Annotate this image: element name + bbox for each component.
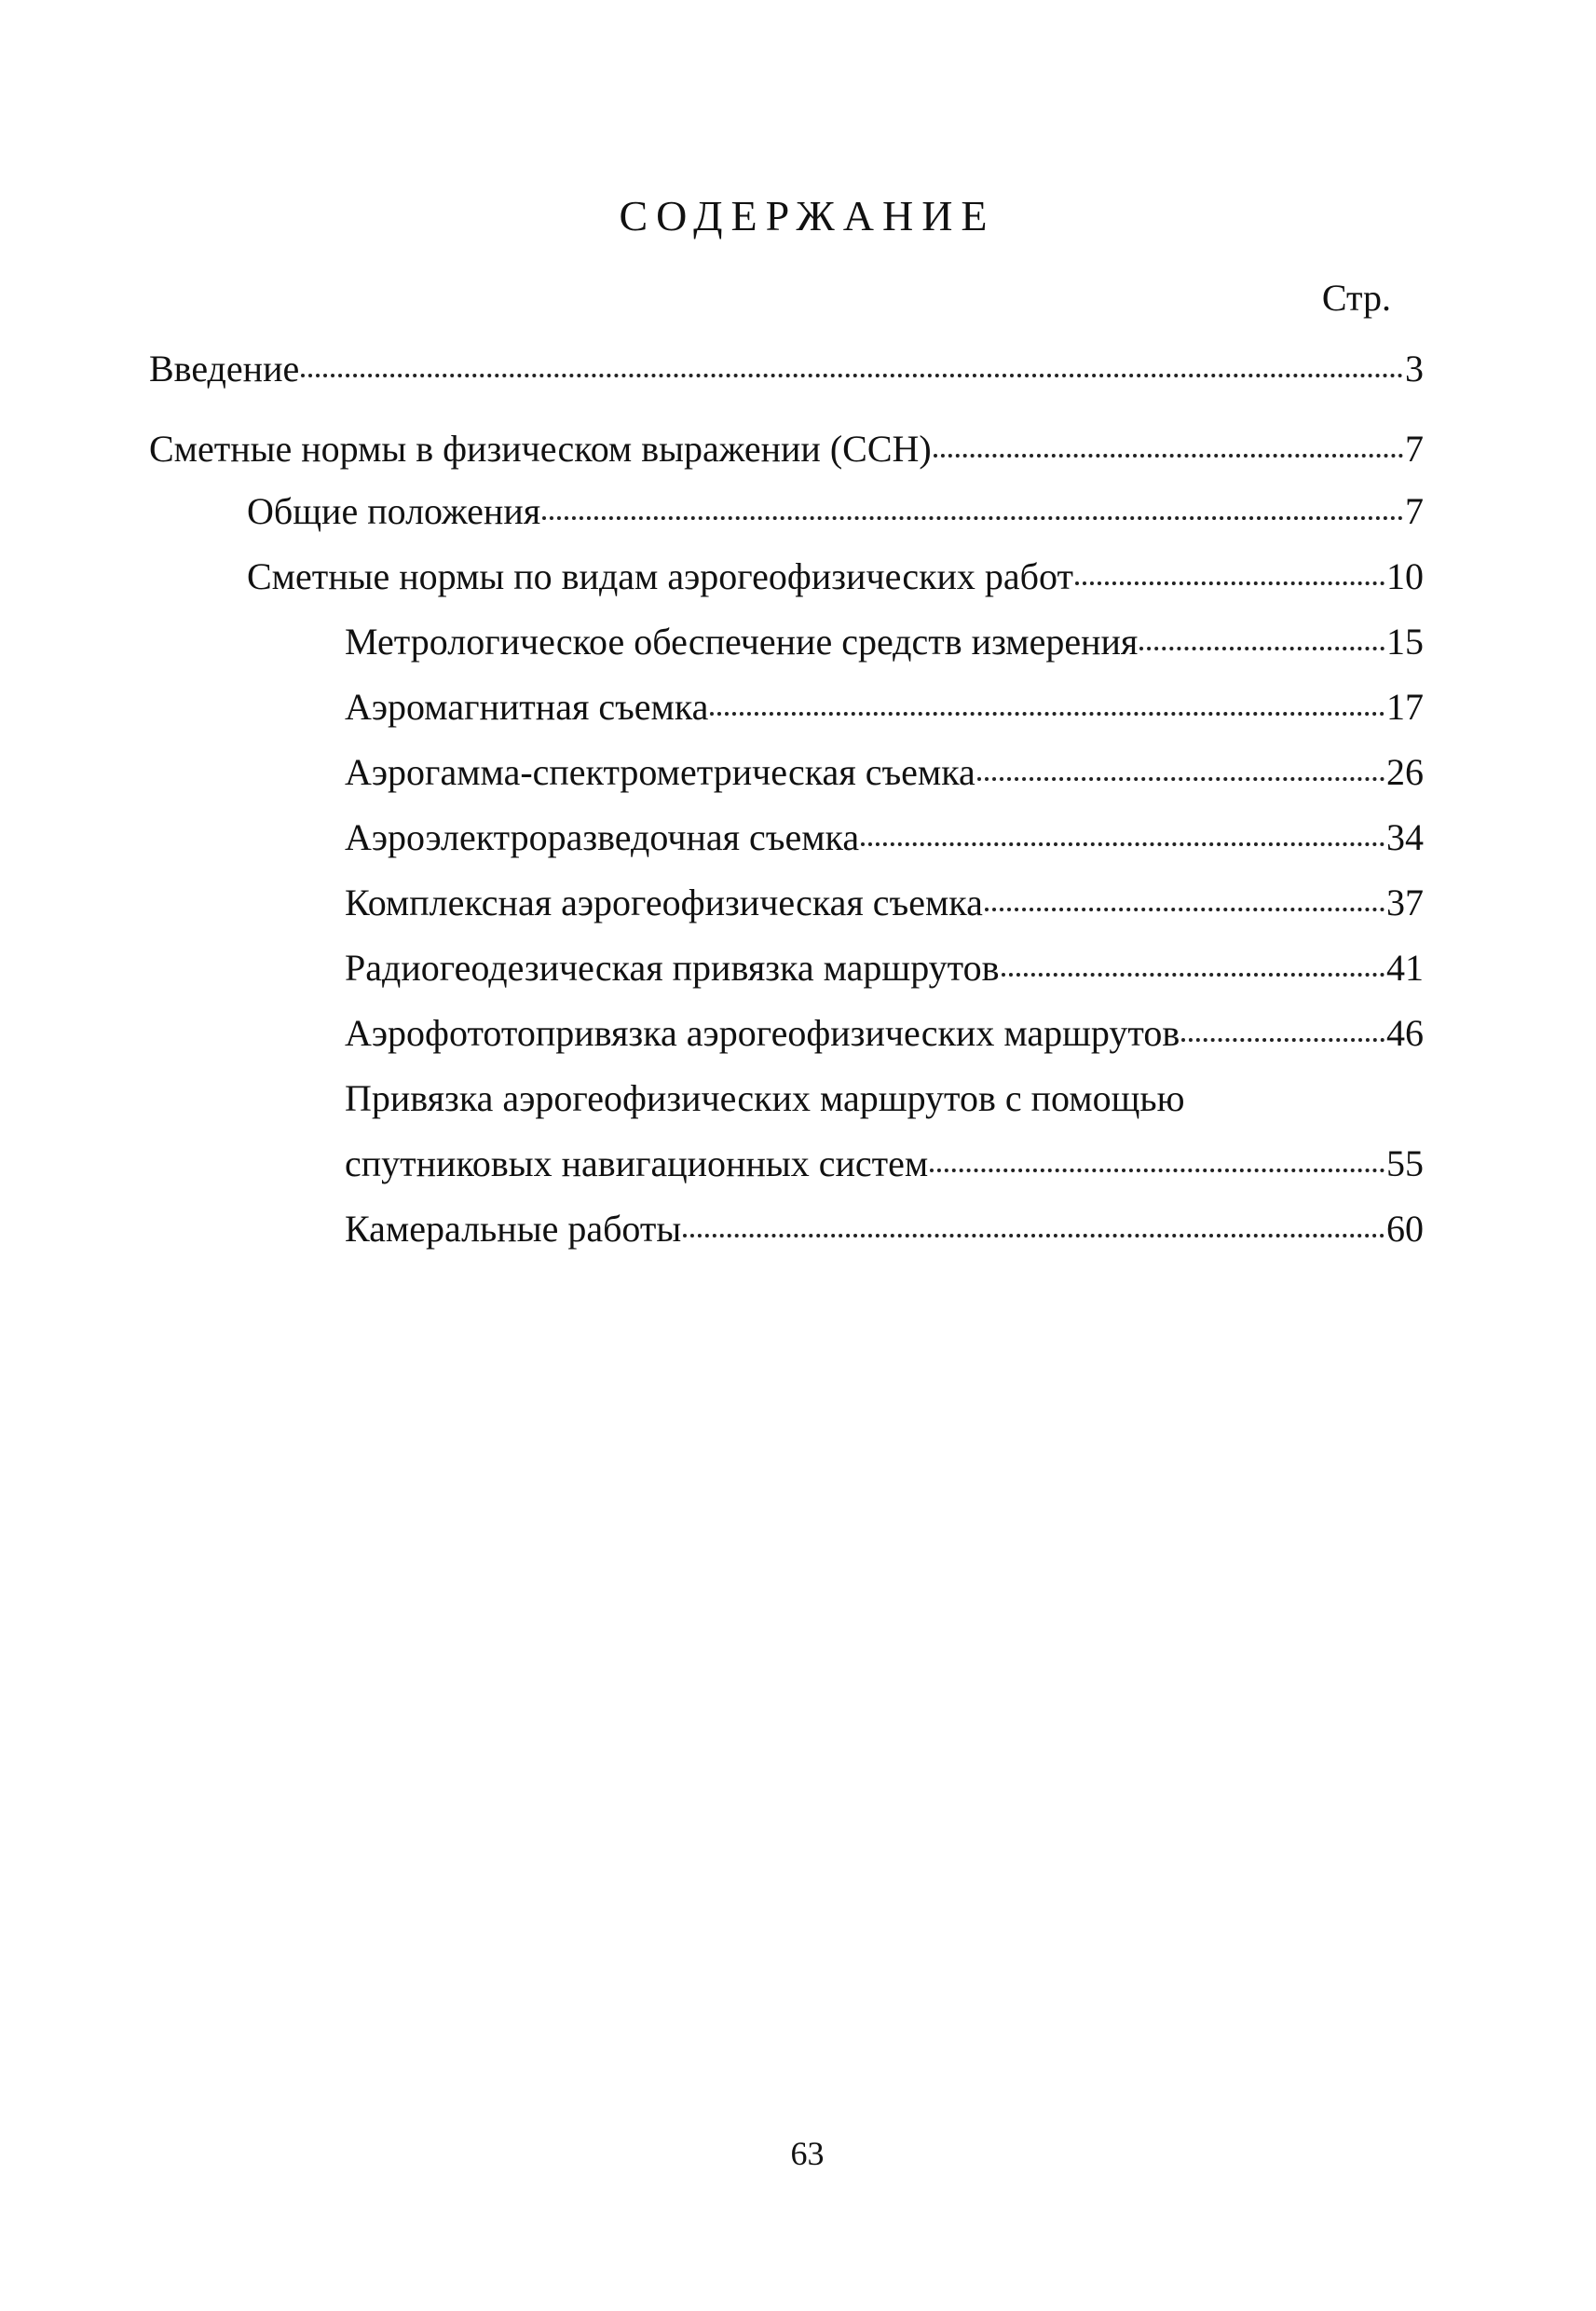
toc-entry-label: Комплексная аэрогеофизическая съемка: [345, 882, 983, 923]
dot-leader: [542, 496, 1403, 524]
toc-entry-page: 7: [1405, 428, 1424, 470]
dot-leader: [683, 1213, 1385, 1241]
toc-entry-ssn: [149, 427, 1424, 472]
dot-leader: [1139, 626, 1385, 654]
toc-entry-label: Камеральные работы: [345, 1208, 682, 1250]
toc-entry-aeromagnetic: [345, 685, 1424, 730]
dot-leader: [985, 887, 1385, 915]
page-number: 63: [790, 2135, 825, 2172]
toc-entry-page: 41: [1386, 947, 1424, 989]
toc-entry-norms-by-type: [247, 554, 1424, 599]
dot-leader: [1002, 952, 1385, 980]
page-column-label: Стр.: [1321, 277, 1391, 319]
toc-entry-radiogeodetic: [345, 946, 1424, 991]
toc-entry-label: Общие положения: [247, 490, 541, 532]
toc-entry-satellite: [345, 1142, 1424, 1186]
toc-entry-label: Метрологическое обеспечение средств измерения: [345, 621, 1139, 663]
toc-entry-page: 17: [1386, 686, 1424, 728]
dot-leader: [1075, 561, 1385, 589]
toc-entry-aerogamma: [345, 750, 1424, 795]
toc-entry-label: Аэромагнитная съемка: [345, 686, 709, 728]
dot-leader: [301, 353, 1403, 381]
dot-leader: [934, 433, 1403, 461]
toc-entry-aeroelectric: [345, 815, 1424, 860]
dot-leader: [977, 757, 1385, 785]
toc-entry-label: Введение: [149, 348, 300, 390]
toc-entry-complex: [345, 881, 1424, 925]
toc-entry-office-work: [345, 1207, 1424, 1251]
toc-entry-general: [247, 489, 1424, 534]
toc-entry-page: 3: [1405, 348, 1424, 390]
toc-entry-label: спутниковых навигационных систем: [345, 1142, 929, 1184]
toc-entry-page: 26: [1386, 751, 1424, 793]
toc-entry-label: Радиогеодезическая привязка маршрутов: [345, 947, 1000, 989]
toc-entry-page: 10: [1386, 555, 1424, 597]
toc-entry-page: 7: [1405, 490, 1424, 532]
dot-leader: [930, 1148, 1385, 1176]
toc-entry-label: Аэроэлектроразведочная съемка: [345, 816, 860, 858]
toc-entry-page: 15: [1386, 621, 1424, 663]
toc-entry-label: Аэрофототопривязка аэрогеофизических маршрутов: [345, 1012, 1180, 1054]
dot-leader: [710, 691, 1385, 719]
toc-entry-label: Сметные нормы по видам аэрогеофизических работ: [247, 555, 1073, 597]
page-title: СОДЕРЖАНИЕ: [619, 192, 996, 239]
dot-leader: [1181, 1018, 1385, 1046]
toc-entry-page: 55: [1386, 1142, 1424, 1184]
toc-entry-label: Аэрогамма-спектрометрическая съемка: [345, 751, 975, 793]
toc-entry-page: 60: [1386, 1208, 1424, 1250]
toc-entry-aerophoto: [345, 1011, 1424, 1056]
toc-entry-page: 46: [1386, 1012, 1424, 1054]
toc-entry-satellite-line1: Привязка аэрогеофизических маршрутов с помощью: [345, 1077, 1185, 1119]
toc-entry-metrology: [345, 620, 1424, 664]
toc-entry-label: Сметные нормы в физическом выражении (ССН): [149, 428, 932, 470]
toc-entry-page: 37: [1386, 882, 1424, 923]
toc-entry-page: 34: [1386, 816, 1424, 858]
toc-entry-introduction: [149, 347, 1424, 391]
dot-leader: [861, 822, 1385, 850]
